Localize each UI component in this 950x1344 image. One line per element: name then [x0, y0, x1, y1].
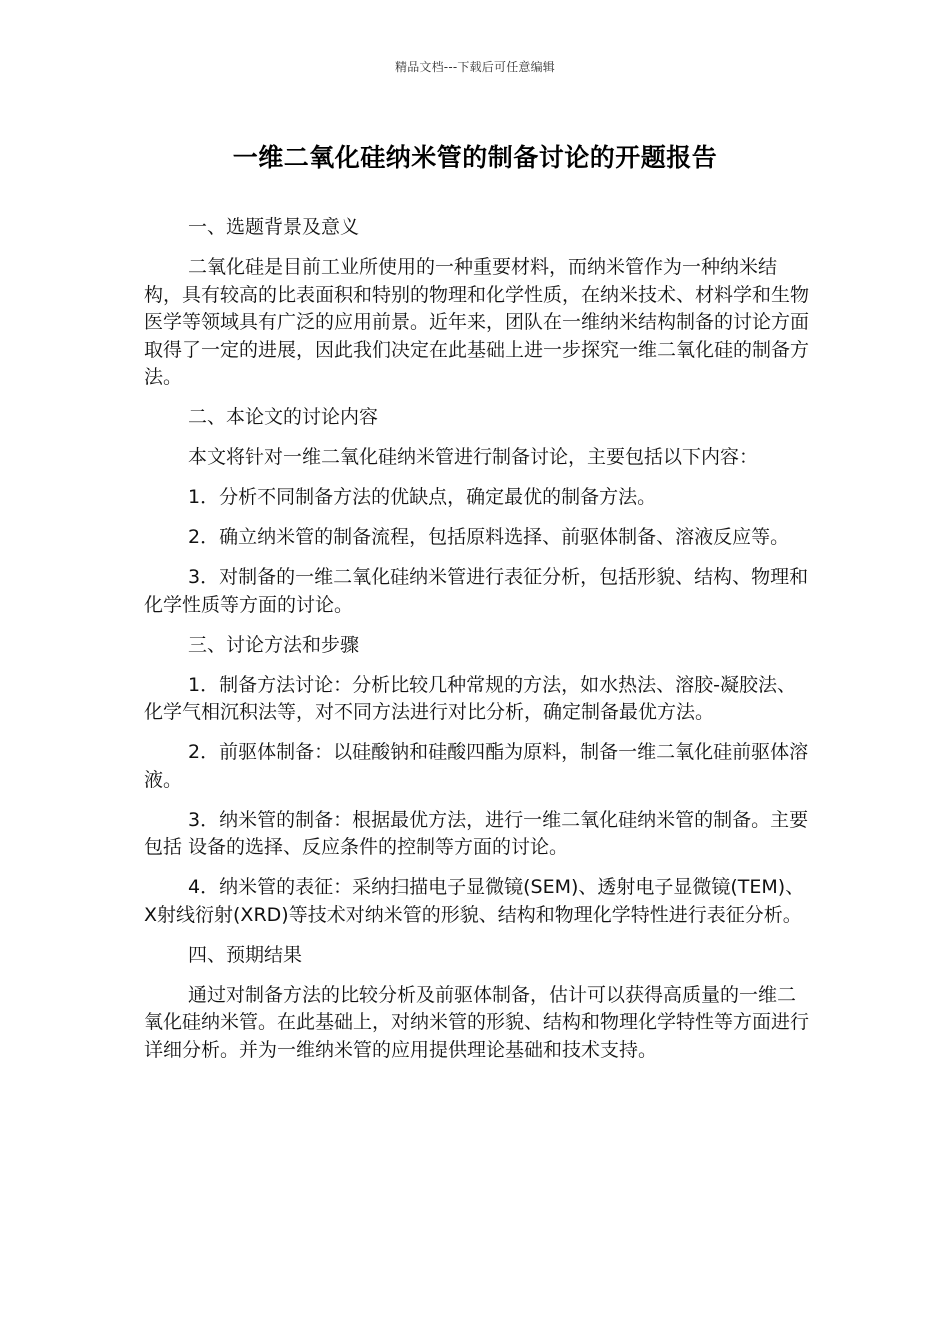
- section-heading-methods: 三、讨论方法和步骤: [188, 633, 360, 656]
- section-heading-background: 一、选题背景及意义: [188, 216, 360, 238]
- list-item-methods-1: 1．制备方法讨论：分析比较几种常规的方法，如水热法、溶胶-凝胶法、化学气相沉积法等，对不同方法进行对比分析，确定制备最优方法。: [144, 673, 796, 723]
- list-item-content-3: 3．对制备的一维二氧化硅纳米管进行表征分析，包括形貌、结构、物理和化学性质等方面的讨论。: [144, 566, 809, 616]
- section-heading-results: 四、预期结果: [188, 943, 303, 966]
- section-heading-content: 二、本论文的讨论内容: [188, 406, 379, 428]
- paragraph-results: 通过对制备方法的比较分析及前驱体制备，估计可以获得高质量的一维二氧化硅纳米管。在此基础上，对纳米管的形貌、结构和物理化学特性等方面进行详细分析。并为一维纳米管的应用提供理论基础和技术支持。: [144, 983, 810, 1061]
- document-title: 一维二氧化硅纳米管的制备讨论的开题报告: [232, 143, 718, 172]
- paragraph-background: 二氧化硅是目前工业所使用的一种重要材料，而纳米管作为一种纳米结构，具有较高的比表面积和特别的物理和化学性质，在纳米技术、材料学和生物医学等领域具有广泛的应用前景。近年来，团队在一维纳米结构制备的讨论方面取得了一定的进展，因此我们决定在此基础上进一步探究一维二氧化硅的制备方法。: [144, 256, 810, 388]
- list-item-methods-4: 4．纳米管的表征：采纳扫描电子显微镜(SEM)、透射电子显微镜(TEM)、X射线衍射(XRD)等技术对纳米管的形貌、结构和物理化学特性进行表征分析。: [144, 876, 805, 926]
- header-note: 精品文档---下载后可任意编辑: [395, 60, 555, 74]
- document-body: [144, 214, 812, 1077]
- list-item-methods-2: 2．前驱体制备：以硅酸钠和硅酸四酯为原料，制备一维二氧化硅前驱体溶液。: [144, 741, 809, 791]
- paragraph-content-intro: 本文将针对一维二氧化硅纳米管进行制备讨论，主要包括以下内容：: [188, 446, 759, 468]
- list-item-content-2: 2．确立纳米管的制备流程，包括原料选择、前驱体制备、溶液反应等。: [188, 526, 790, 548]
- list-item-methods-3: 3．纳米管的制备：根据最优方法，进行一维二氧化硅纳米管的制备。主要包括 设备的选择、反应条件的控制等方面的讨论。: [144, 808, 809, 858]
- list-item-content-1: 1．分析不同制备方法的优缺点，确定最优的制备方法。: [188, 486, 657, 508]
